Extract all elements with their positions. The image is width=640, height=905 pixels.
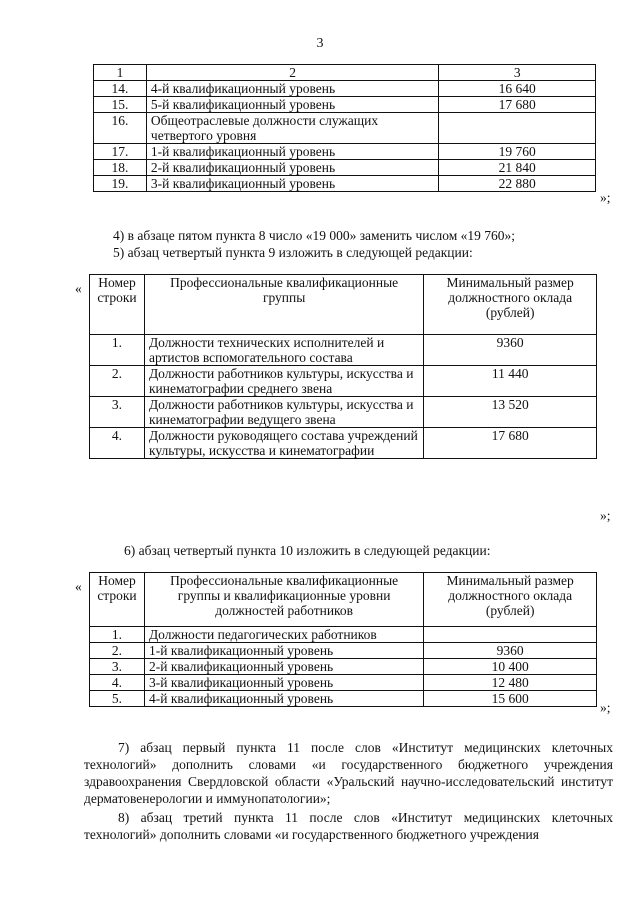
table-header-row: [94, 65, 596, 81]
row-value: 19 760: [439, 144, 596, 160]
table-row: [90, 675, 597, 691]
opening-quote: «: [75, 281, 82, 296]
row-name: 2-й квалификационный уровень: [146, 160, 438, 176]
header-row-number: Номер строки: [90, 275, 145, 335]
row-number: 4.: [90, 428, 145, 459]
row-value: [424, 627, 597, 643]
header-cell: 1: [94, 65, 147, 81]
table-row: [90, 643, 597, 659]
header-salary: Минимальный размер должностного оклада (рублей): [424, 573, 597, 627]
page-number: 3: [316, 36, 324, 51]
row-name: 1-й квалификационный уровень: [146, 144, 438, 160]
closing-quote: »;: [600, 190, 611, 205]
row-number: 3.: [90, 659, 145, 675]
table-row: [94, 81, 596, 97]
culture-salary-table: [89, 274, 597, 459]
row-value: 15 600: [424, 691, 597, 707]
table-row: [90, 366, 597, 397]
row-value: 9360: [424, 643, 597, 659]
table-row: [90, 691, 597, 707]
row-number: 14.: [94, 81, 147, 97]
table-continuation: [93, 64, 596, 192]
table-row: [90, 397, 597, 428]
table-row: [94, 144, 596, 160]
table-header-row: [90, 275, 597, 335]
paragraph-5: 5) абзац четвертый пункта 9 изложить в следующей редакции:: [113, 245, 473, 260]
row-name: Должности работников культуры, искусства и кинематографии среднего звена: [144, 366, 423, 397]
table-row: [94, 176, 596, 192]
paragraph-4: 4) в абзаце пятом пункта 8 число «19 000» заменить числом «19 760»;: [113, 228, 515, 243]
row-value: 10 400: [424, 659, 597, 675]
row-value: 16 640: [439, 81, 596, 97]
row-name: Должности руководящего состава учреждений культуры, искусства и кинематографии: [144, 428, 423, 459]
row-number: 15.: [94, 97, 147, 113]
row-number: 1.: [90, 335, 145, 366]
row-name: 3-й квалификационный уровень: [144, 675, 423, 691]
paragraph-6: 6) абзац четвертый пункта 10 изложить в следующей редакции:: [124, 543, 491, 558]
header-cell: 2: [146, 65, 438, 81]
closing-quote: »;: [600, 700, 611, 715]
row-number: 2.: [90, 643, 145, 659]
paragraph-7: 7) абзац первый пункта 11 после слов «Институт медицинских клеточных технологий» дополнить словами «и государственного бюджетного учреждения здравоохранения Свердловской области «Уральский научно-исследовательский институт дерматовенерологии и иммунопатологии»;: [84, 740, 613, 806]
row-value: 22 880: [439, 176, 596, 192]
row-number: 5.: [90, 691, 145, 707]
header-groups: Профессиональные квалификационные группы и квалификационные уровни должностей работников: [144, 573, 423, 627]
row-name: 1-й квалификационный уровень: [144, 643, 423, 659]
header-row-number: Номер строки: [90, 573, 145, 627]
row-name: Должности педагогических работников: [144, 627, 423, 643]
table-row: [94, 97, 596, 113]
row-name: Должности работников культуры, искусства и кинематографии ведущего звена: [144, 397, 423, 428]
paragraph-8: 8) абзац третий пункта 11 после слов «Институт медицинских клеточных технологий» дополнить словами «и государственного бюджетного учреждения: [84, 810, 613, 842]
table-row: [94, 113, 596, 144]
row-name: 3-й квалификационный уровень: [146, 176, 438, 192]
teachers-salary-table: [89, 572, 597, 707]
row-number: 3.: [90, 397, 145, 428]
row-value: 9360: [424, 335, 597, 366]
row-number: 19.: [94, 176, 147, 192]
row-value: 12 480: [424, 675, 597, 691]
row-name: 4-й квалификационный уровень: [144, 691, 423, 707]
row-value: [439, 113, 596, 144]
table-row: [90, 659, 597, 675]
row-value: 11 440: [424, 366, 597, 397]
row-name: 5-й квалификационный уровень: [146, 97, 438, 113]
row-number: 17.: [94, 144, 147, 160]
row-name: 4-й квалификационный уровень: [146, 81, 438, 97]
table-row: [90, 627, 597, 643]
row-name: Должности технических исполнителей и артистов вспомогательного состава: [144, 335, 423, 366]
table-header-row: [90, 573, 597, 627]
row-name: Общеотраслевые должности служащих четвертого уровня: [146, 113, 438, 144]
table-row: [90, 335, 597, 366]
row-number: 16.: [94, 113, 147, 144]
header-salary: Минимальный размер должностного оклада (рублей): [424, 275, 597, 335]
row-name: 2-й квалификационный уровень: [144, 659, 423, 675]
row-number: 18.: [94, 160, 147, 176]
table-row: [94, 160, 596, 176]
row-value: 13 520: [424, 397, 597, 428]
row-number: 1.: [90, 627, 145, 643]
opening-quote: «: [75, 579, 82, 594]
row-value: 17 680: [439, 97, 596, 113]
header-cell: 3: [439, 65, 596, 81]
row-number: 4.: [90, 675, 145, 691]
closing-quote: »;: [600, 508, 611, 523]
row-value: 17 680: [424, 428, 597, 459]
row-value: 21 840: [439, 160, 596, 176]
table-row: [90, 428, 597, 459]
header-groups: Профессиональные квалификационные группы: [144, 275, 423, 335]
row-number: 2.: [90, 366, 145, 397]
